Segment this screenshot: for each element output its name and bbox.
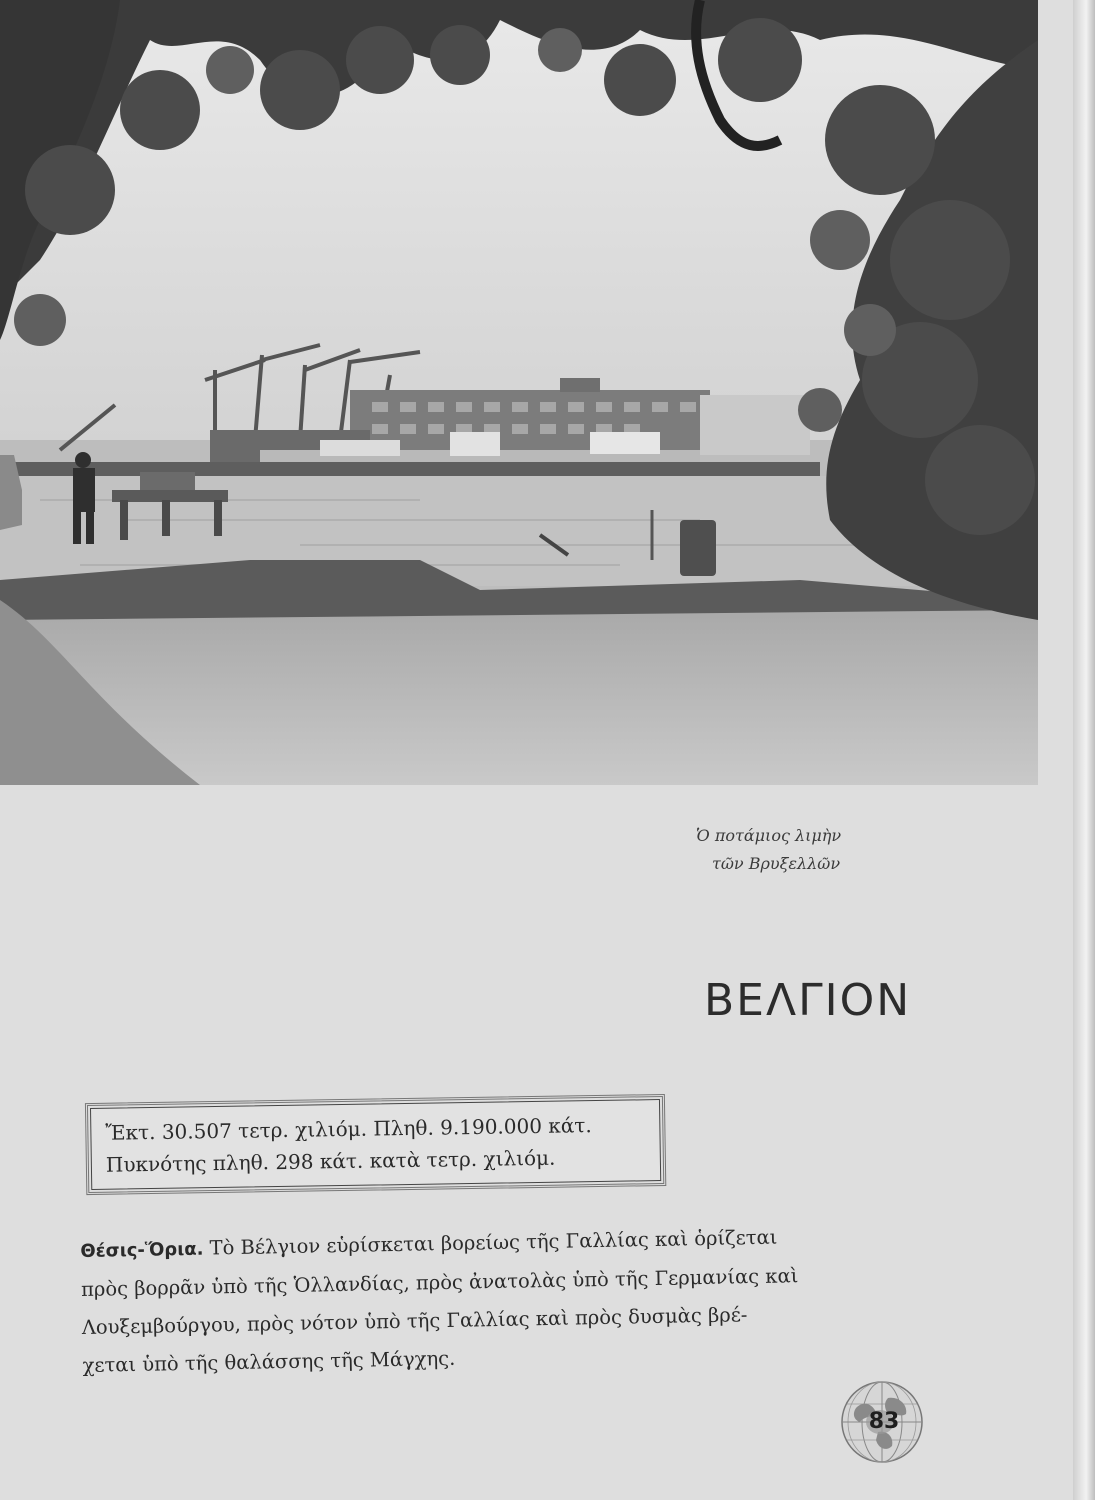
- page-title: ΒΕΛΓΙΟΝ: [704, 975, 912, 1026]
- page-edge: [1073, 0, 1095, 1500]
- river-port-photo: [0, 0, 1038, 785]
- section-heading: Θέσις-Ὅρια.: [80, 1238, 204, 1262]
- photo-drawing: [0, 0, 1038, 785]
- caption-line-1: Ὁ ποτάμιος λιμὴν: [696, 826, 842, 845]
- page-number: 83: [868, 1409, 900, 1434]
- photo-caption: [696, 822, 936, 878]
- stats-line-area-population: Ἔκτ. 30.507 τετρ. χιλιόμ. Πληθ. 9.190.000 κάτ.: [105, 1113, 592, 1145]
- section-line-4: χεται ὑπὸ τῆς θαλάσσης τῆς Μάγχης.: [82, 1346, 456, 1377]
- stats-line-density: Πυκνότης πληθ. 298 κάτ. κατὰ τετρ. χιλιόμ.: [105, 1145, 556, 1177]
- stats-frame: [90, 1099, 661, 1190]
- caption-line-2: τῶν Βρυξελλῶν: [712, 854, 841, 873]
- stats-box: [90, 1099, 661, 1190]
- section-line-3: Λουξεμβούργου, πρὸς νότον ὑπὸ τῆς Γαλλίας καὶ πρὸς δυσμὰς βρέ-: [81, 1303, 748, 1339]
- section-text: [80, 1216, 923, 1385]
- section-line-1-text: Τὸ Βέλγιον εὑρίσκεται βορείως τῆς Γαλλίας καὶ ὁρίζεται: [203, 1225, 778, 1260]
- section-line-2: πρὸς βορρᾶν ὑπὸ τῆς Ὁλλανδίας, πρὸς ἀνατολὰς ὑπὸ τῆς Γερμανίας καὶ: [80, 1264, 799, 1301]
- page-number-badge: [838, 1378, 926, 1466]
